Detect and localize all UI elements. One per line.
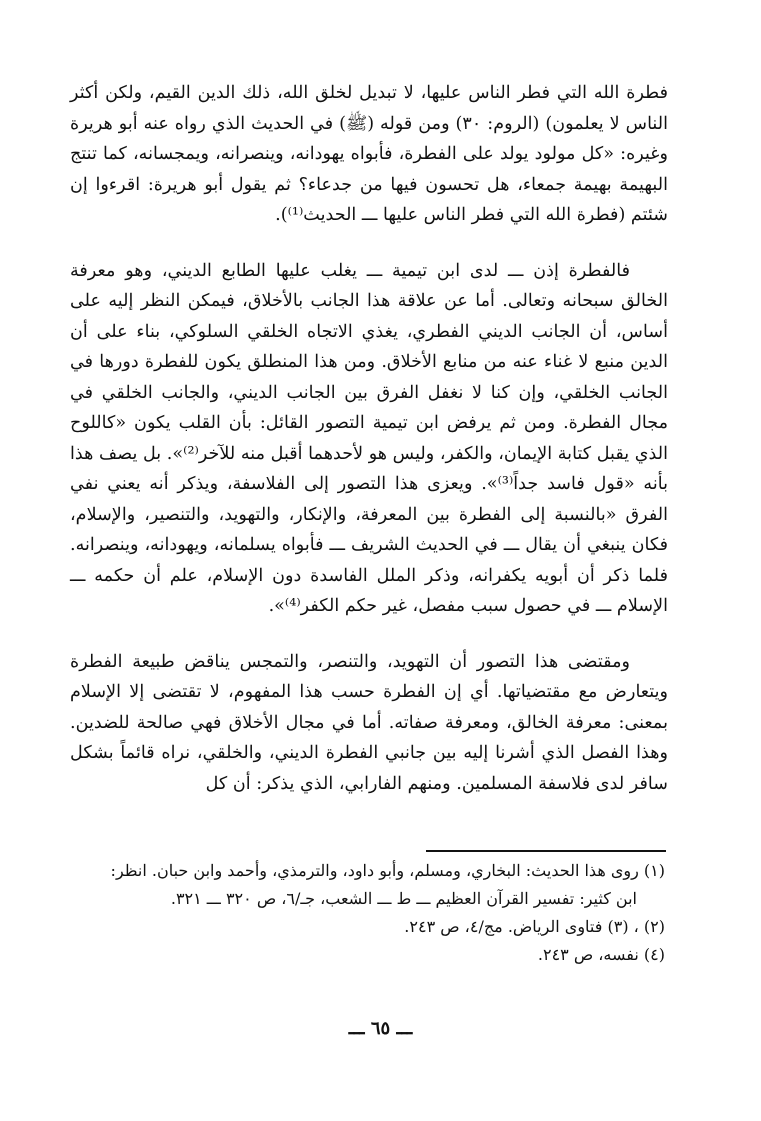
paragraph-3: ومقتضى هذا التصور أن التهويد، والتنصر، والتمجس يناقض طبيعة الفطرة ويتعارض مع مقتضياتها. أي إن الفطرة حسب هذا المفهوم، لا تقتضى إلا الإسلام بمعنى: معرفة الخالق، ومعرفة صفاته. أما في مجال الأخلاق فهي صالحة للضدين. وهذا الفصل الذي أشرنا إليه بين جانبي الفطرة الديني، والخلقي، نراه قائماً بشكل سافر لدى فلاسفة المسلمين. ومنهم الفارابي، الذي يذكر: أن كل xyxy=(70,651,668,794)
main-text xyxy=(70,78,668,824)
footnote-separator xyxy=(426,850,666,852)
footnote-4: (٤) نفسه، ص ٢٤٣. xyxy=(537,945,665,964)
footnote-1: (١) روى هذا الحديث: البخاري، ومسلم، وأبو داود، والترمذي، وأحمد وابن حبان. انظر: xyxy=(110,861,665,880)
paragraph-2: فالفطرة إذن ـــ لدى ابن تيمية ـــ يغلب عليها الطابع الديني، وهو معرفة الخالق سبحانه وتعالى. أما عن علاقة هذا الجانب بالأخلاق، فيمكن النظر إليه على أساس، أن الجانب الديني الفطري، يغذي الاتجاه الخلقي السلوكي، بناء على أن الدين منبع لا غناء عنه من منابع الأخلاق. ومن هذا المنطلق يكون للفطرة دورها في الجانب الخلقي، وإن كنا لا نغفل الفرق بين الجانب الديني، والجانب الخلقي في مجال الفطرة. ومن ثم يرفض ابن تيمية التصور القائل: بأن القلب يكون «كاللوح الذي يقبل كتابة الإيمان، والكفر، وليس هو لأحدهما أقبل منه للآخر⁽²⁾». بل يصف هذا بأنه «قول فاسد جداً⁽³⁾». ويعزى هذا التصور إلى الفلاسفة، ويذكر أنه يعني نفي الفرق «بالنسبة إلى الفطرة بين المعرفة، والإنكار، والتهويد، والتنصير، والإسلام، فكان ينبغي أن يقال ـــ في الحديث الشريف ـــ فأبواه يسلمانه، ويهودانه، وينصرانه. فلما ذكر أن أبويه يكفرانه، وذكر الملل الفاسدة دون الإسلام، علم أن حكمه ـــ الإسلام ـــ في حصول سبب مفصل، غير حكم الكفر⁽⁴⁾». xyxy=(70,260,669,616)
page-number: ـــ ٦٥ ـــ xyxy=(348,1018,413,1039)
footnotes xyxy=(90,857,665,969)
footnote-2-3: (٢) ، (٣) فتاوى الرياض. مج/٤، ص ٢٤٣. xyxy=(404,917,665,936)
footnote-1-continuation: ابن كثير: تفسير القرآن العظيم ـــ ط ـــ الشعب، جـ/٦، ص ٣٢٠ ـــ ٣٢١. xyxy=(170,889,637,908)
paragraph-1: فطرة الله التي فطر الناس عليها، لا تبديل لخلق الله، ذلك الدين القيم، ولكن أكثر الناس لا يعلمون) (الروم: ٣٠) ومن قوله (ﷺ) في الحديث الذي رواه عنه أبو هريرة وغيره: «كل مولود يولد على الفطرة، فأبواه يهودانه، وينصرانه، ويمجسانه، كما تنتج البهيمة بهيمة جمعاء، هل تحسون فيها من جدعاء؟ ثم يقول أبو هريرة: اقرءوا إن شئتم (فطرة الله التي فطر الناس عليها ـــ الحديث⁽¹⁾). xyxy=(70,83,668,225)
